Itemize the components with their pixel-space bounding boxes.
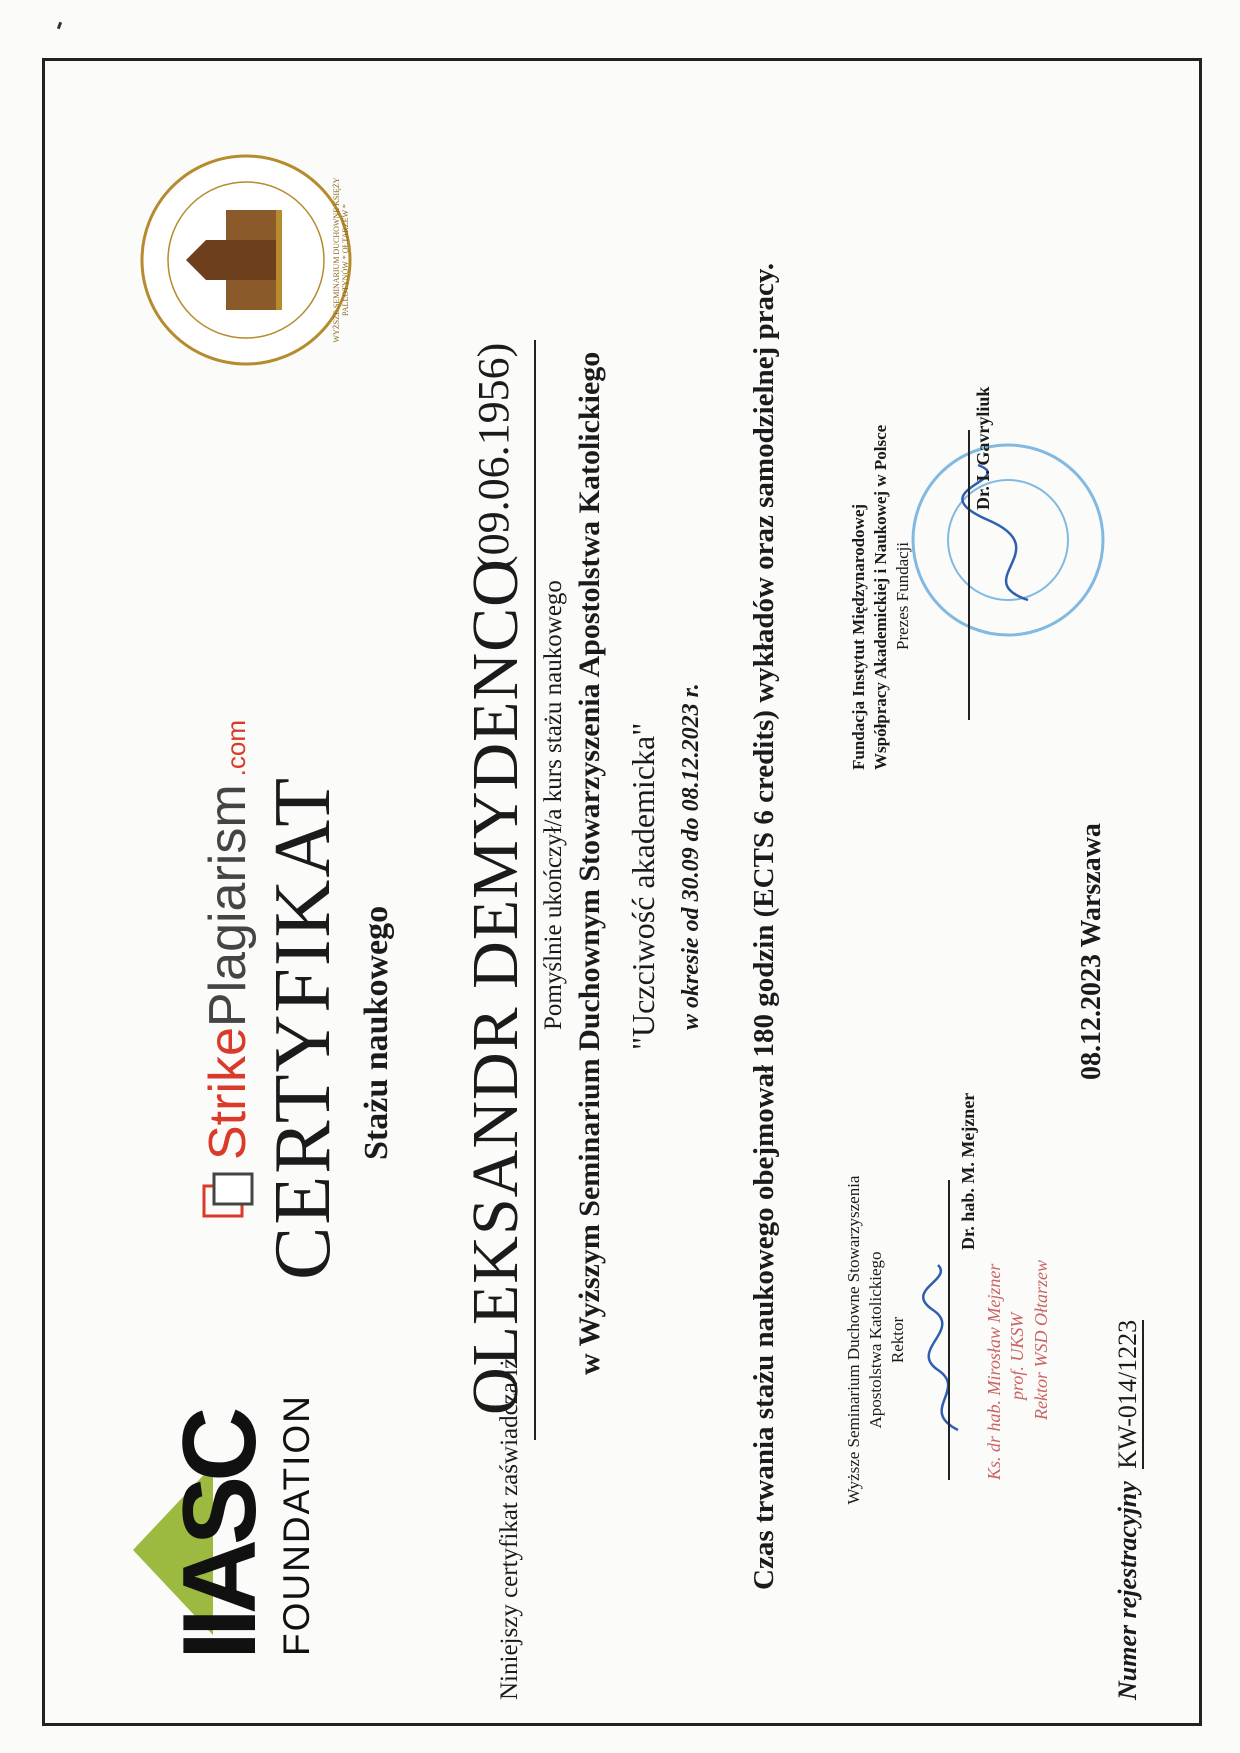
duration-text: Czas trwania stażu naukowego obejmował 180 godzin (ECTS 6 credits) wykładów oraz samodzielnej pracy. (748, 263, 780, 1590)
course-period: w okresie od 30.09 do 08.12.2023 r. (678, 683, 704, 1030)
signatory-2-block (848, 425, 914, 770)
registration-value: KW-014/1223 (1113, 1319, 1142, 1469)
signatory-1-block (843, 1160, 909, 1520)
signatory-2-org-1: Fundacja Instytut Międzynarodowej (849, 503, 868, 770)
date-place (1076, 823, 1108, 1080)
registration-label: Numer rejestracyjny (1113, 1481, 1142, 1700)
foundation-round-stamp (908, 440, 1108, 640)
strike-text: Strike (199, 1027, 257, 1160)
seminary-seal-ring-text: WYŻSZE SEMINARIUM DUCHOWNE KSIĘŻY PALLOTYNÓW * OŁTARZEW * (332, 177, 350, 343)
intro-text: Niniejszy certyfikat zaświadcza iż (496, 1357, 523, 1700)
signatory-1-role: Rektor (888, 1316, 908, 1364)
signatory-2-name: Dr. I. Gavryliuk (973, 386, 993, 510)
stamp-line-3: Rektor WSD Ołtarzew (1030, 1260, 1051, 1420)
scan-speck (57, 22, 62, 30)
iiasc-foundation-text: FOUNDATION (276, 1394, 317, 1656)
strikeplagiarism-logo (198, 720, 258, 1220)
iiasc-logo (128, 1370, 318, 1660)
course-name: "Uczciwość akademicka" (625, 722, 661, 1050)
registration-number (1113, 1320, 1143, 1700)
signatory-1-org: Wyższe Seminarium Duchowne Stowarzyszenia Apostolstwa Katolickiego (844, 1175, 886, 1505)
iiasc-logo-text: IIASC (162, 1412, 278, 1660)
institution-text: w Wyższym Seminarium Duchownym Stowarzyszenia Apostolstwa Katolickiego (573, 351, 606, 1375)
signatory-2-org-2: Współpracy Akademickiej i Naukowej w Polsce (871, 424, 891, 770)
issue-date: 08.12.2023 (1076, 954, 1107, 1080)
completion-text: Pomyślnie ukończył/a kurs stażu naukowego (540, 580, 567, 1030)
signature-1-line (948, 1180, 950, 1480)
recipient-name: OLEKSANDR DEMYDENCO (459, 558, 532, 1415)
stamp-line-1: Ks. dr hab. Mirosław Mejzner (984, 1263, 1004, 1480)
certificate-title: CERTYFIKAT (259, 775, 347, 1280)
seminary-building-icon (136, 150, 356, 370)
name-underline (534, 340, 536, 1440)
certificate-subtitle: Stażu naukowego (358, 905, 395, 1160)
signature-2-line (968, 430, 970, 720)
plagiarism-text: Plagiarism (199, 784, 257, 1028)
com-text: .com (221, 720, 251, 777)
stamp-line-2: prof. UKSW (1007, 1312, 1028, 1400)
issue-city: Warszawa (1076, 823, 1107, 948)
seminary-seal (136, 150, 356, 370)
recipient-dob: (09.06.1956) (469, 342, 518, 570)
document-copy-icon (200, 1168, 256, 1220)
certificate-content (48, 64, 1196, 1720)
signatory-2-role: Prezes Fundacji (893, 541, 913, 650)
signatory-1-stamp (983, 1260, 1053, 1480)
signature-1-scribble (908, 1260, 978, 1440)
signatory-1-name: Dr. hab. M. Mejzner (958, 1092, 978, 1250)
